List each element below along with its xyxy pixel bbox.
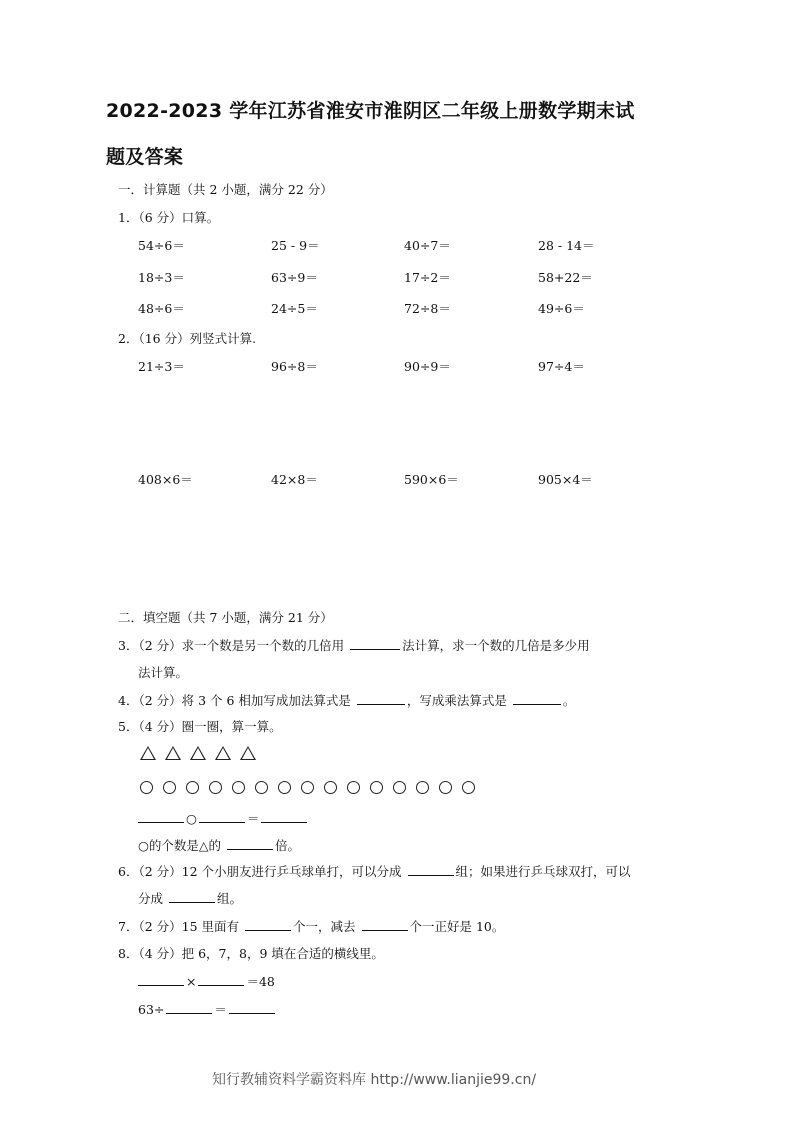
q3-text-c: 法计算。: [138, 665, 189, 680]
circle-icon: [163, 781, 176, 794]
q8-blank-1[interactable]: [138, 973, 184, 986]
q4-blank-1[interactable]: [357, 692, 405, 705]
q4-blank-2[interactable]: [513, 692, 561, 705]
q7-text-a: 7．（2 分）15 里面有: [118, 919, 240, 934]
triangle-row: [140, 746, 265, 760]
q6-text-a: 6．（2 分）12 个小朋友进行乒乓球单打，可以分成: [118, 864, 402, 879]
q1-item: 48÷6＝: [138, 301, 185, 316]
q2-item: 42×8＝: [271, 472, 318, 487]
q5-cmp-a: ○的个数是△的: [138, 838, 222, 853]
q8-equation-2: [138, 1000, 277, 1018]
q6-blank-1[interactable]: [408, 863, 454, 876]
circle-icon: [278, 781, 291, 794]
triangle-icon: [190, 746, 206, 760]
q6-text-b: 组；如果进行乒乓球双打，可以: [455, 864, 631, 879]
q2-item: 408×6＝: [138, 472, 193, 487]
q1-item: 18÷3＝: [138, 270, 185, 285]
circle-icon: [462, 781, 475, 794]
circle-icon: [347, 781, 360, 794]
triangle-icon: [215, 746, 231, 760]
q1-item: 72÷8＝: [404, 301, 451, 316]
circle-icon: [186, 781, 199, 794]
q8-eq48: ＝48: [246, 974, 275, 989]
q6-text-d: 组。: [217, 891, 243, 906]
section2-header: 二．填空题（共 7 小题，满分 21 分）: [118, 610, 333, 625]
q5-blank-1[interactable]: [138, 810, 184, 823]
doc-title-line1: 2022-2023 学年江苏省淮安市淮阴区二年级上册数学期末试: [106, 100, 635, 122]
circle-icon: [370, 781, 383, 794]
circle-row: [140, 781, 485, 794]
q7-text-c: 个一正好是 10。: [409, 919, 505, 934]
q1-item: 58+22＝: [538, 270, 593, 285]
q4-text-b: ，写成乘法算式是: [406, 693, 507, 708]
q3-blank-1[interactable]: [350, 637, 400, 650]
q1-item: 24÷5＝: [271, 301, 318, 316]
circle-icon: [255, 781, 268, 794]
q2-item: 97÷4＝: [538, 359, 585, 374]
q1-item: 25 - 9＝: [271, 238, 320, 253]
footer-watermark: 知行教辅资料学霸资料库 http://www.lianjie99.cn/: [212, 1072, 537, 1088]
q5-compare: [138, 836, 300, 854]
q7-blank-2[interactable]: [362, 918, 408, 931]
q1-item: 28 - 14＝: [538, 238, 595, 253]
q8-label: 8．（4 分）把 6，7，8，9 填在合适的横线里。: [118, 946, 384, 961]
q1-item: 49÷6＝: [538, 301, 585, 316]
circle-icon: [209, 781, 222, 794]
q5-label: 5．（4 分）圈一圈，算一算。: [118, 719, 282, 734]
q1-label: 1．（6 分）口算。: [118, 210, 220, 225]
circle-icon: [439, 781, 452, 794]
section1-header: 一．计算题（共 2 小题，满分 22 分）: [118, 182, 333, 197]
q8-times: ×: [186, 974, 197, 989]
q3-text-a: 3．（2 分）求一个数是另一个数的几倍用: [118, 638, 345, 653]
q7-line: [118, 917, 504, 935]
q2-item: 21÷3＝: [138, 359, 185, 374]
q8-blank-4[interactable]: [229, 1001, 275, 1014]
q6-line1: [118, 862, 631, 880]
q4-text-a: 4．（2 分）将 3 个 6 相加写成加法算式是: [118, 693, 351, 708]
q1-item: 17÷2＝: [404, 270, 451, 285]
q4-text-c: 。: [562, 693, 576, 708]
q1-item: 40÷7＝: [404, 238, 451, 253]
q6-blank-2[interactable]: [169, 890, 215, 903]
q8-blank-2[interactable]: [198, 973, 244, 986]
q8-blank-3[interactable]: [166, 1001, 212, 1014]
triangle-icon: [165, 746, 181, 760]
q5-blank-3[interactable]: [261, 810, 307, 823]
q2-label: 2．（16 分）列竖式计算.: [118, 331, 257, 346]
triangle-icon: [140, 746, 156, 760]
circle-icon: [416, 781, 429, 794]
q2-item: 590×6＝: [404, 472, 459, 487]
q5-blank-4[interactable]: [227, 837, 273, 850]
q3-text-b: 法计算，求一个数的几倍是多少用: [402, 638, 590, 653]
q5-blank-2[interactable]: [199, 810, 245, 823]
q8-eq: ＝: [214, 1002, 227, 1017]
q8-div63: 63÷: [138, 1002, 165, 1017]
q1-item: 54÷6＝: [138, 238, 185, 253]
circle-icon: [301, 781, 314, 794]
doc-title-line2: 题及答案: [106, 146, 184, 168]
q4-line: [118, 691, 575, 709]
circle-icon: [232, 781, 245, 794]
circle-icon: [140, 781, 153, 794]
q8-equation-1: [138, 972, 275, 990]
circle-icon: [393, 781, 406, 794]
q5-equation: [138, 809, 309, 827]
q7-text-b: 个一，减去: [293, 919, 356, 934]
q5-eq: ＝: [246, 811, 260, 826]
q6-text-c: 分成: [138, 891, 164, 906]
q2-item: 96÷8＝: [271, 359, 318, 374]
circle-icon: [324, 781, 337, 794]
q5-op: ○: [186, 811, 197, 826]
q7-blank-1[interactable]: [245, 918, 291, 931]
q2-item: 90÷9＝: [404, 359, 451, 374]
q1-item: 63÷9＝: [271, 270, 318, 285]
q6-line2: [138, 889, 242, 907]
q3-line1: [118, 636, 590, 654]
q5-cmp-b: 倍。: [275, 838, 301, 853]
q2-item: 905×4＝: [538, 472, 593, 487]
triangle-icon: [240, 746, 256, 760]
